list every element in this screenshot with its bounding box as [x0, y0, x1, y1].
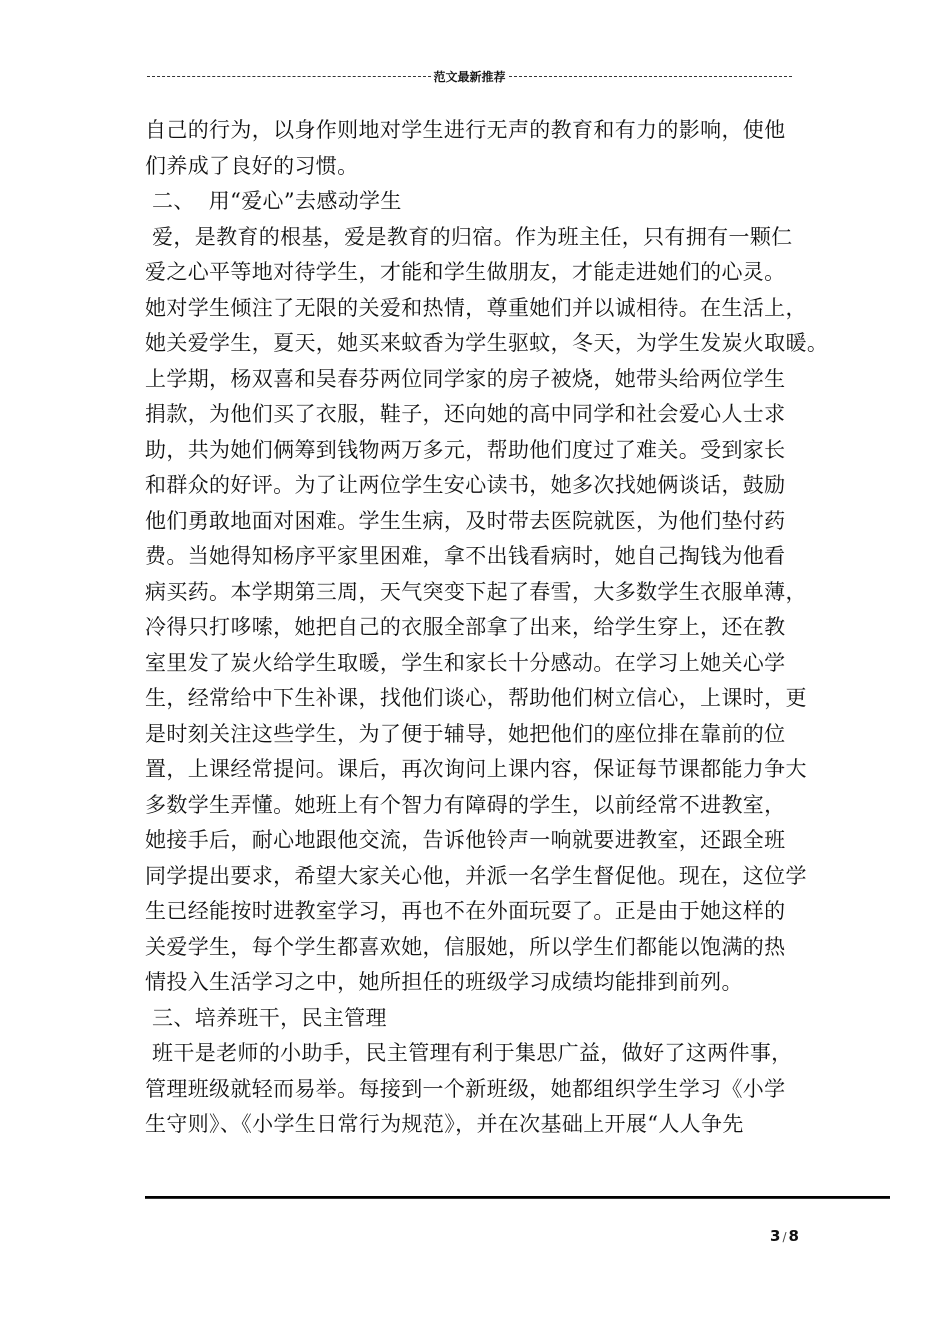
text-line: 生，经常给中下生补课，找他们谈心，帮助他们树立信心，上课时，更 [145, 686, 807, 710]
text-line: 们养成了良好的习惯。 [145, 153, 359, 178]
text-line: 是时刻关注这些学生，为了便于辅导，她把他们的座位排在靠前的位 [145, 721, 786, 746]
header-dash-left [147, 76, 431, 77]
text-line: 捐款，为他们买了衣服，鞋子，还向她的高中同学和社会爱心人士求 [145, 402, 786, 426]
footer-rule [145, 1196, 890, 1199]
text-line: 爱，是教育的根基，爱是教育的归宿。作为班主任，只有拥有一颗仁 [145, 224, 793, 249]
section-heading: 三、培养班干，民主管理 [145, 1005, 387, 1030]
text-line: 和群众的好评。为了让两位学生安心读书，她多次找她俩谈话，鼓励 [145, 473, 786, 497]
document-body [145, 113, 829, 1143]
text-line: 生已经能按时进教室学习，再也不在外面玩耍了。正是由于她这样的 [145, 899, 786, 923]
text-line: 关爱学生，每个学生都喜欢她，信服她，所以学生们都能以饱满的热 [145, 934, 786, 959]
page-header [147, 68, 792, 84]
text-line: 生守则》、《小学生日常行为规范》，并在次基础上开展“人人争先 [145, 1112, 744, 1136]
page-current: 3 [770, 1227, 781, 1245]
text-line: 她接手后，耐心地跟他交流，告诉他铃声一响就要进教室，还跟全班 [145, 828, 786, 852]
page-total: 8 [788, 1227, 799, 1245]
text-line: 她关爱学生，夏天，她买来蚊香为学生驱蚊，冬天，为学生发炭火取暖。 [145, 331, 829, 355]
text-line: 爱之心平等地对待学生，才能和学生做朋友，才能走进她们的心灵。 [145, 260, 786, 284]
header-dash-right [509, 76, 793, 77]
header-title: 范文最新推荐 [433, 69, 506, 84]
text-line: 多数学生弄懂。她班上有个智力有障碍的学生，以前经常不进教室， [145, 792, 786, 817]
text-line: 他们勇敢地面对困难。学生生病，及时带去医院就医，为他们垫付药 [145, 508, 786, 533]
text-line: 管理班级就轻而易举。每接到一个新班级，她都组织学生学习《小学 [145, 1076, 786, 1101]
section-heading: 二、 用“爱心”去感动学生 [145, 189, 402, 213]
text-line: 上学期，杨双喜和吴春芬两位同学家的房子被烧，她带头给两位学生 [145, 366, 786, 391]
text-line: 同学提出要求，希望大家关心他，并派一名学生督促他。现在，这位学 [145, 863, 807, 888]
text-line: 冷得只打哆嗦，她把自己的衣服全部拿了出来，给学生穿上，还在教 [145, 615, 786, 639]
text-line: 置，上课经常提问。课后，再次询问上课内容，保证每节课都能力争大 [145, 757, 807, 781]
text-line: 自己的行为，以身作则地对学生进行无声的教育和有力的影响，使他 [145, 118, 786, 142]
text-line: 助，共为她们俩筹到钱物两万多元，帮助他们度过了难关。受到家长 [145, 437, 786, 462]
text-line: 她对学生倾注了无限的关爱和热情，尊重她们并以诚相待。在生活上， [145, 295, 807, 320]
text-line: 班干是老师的小助手，民主管理有利于集思广益，做好了这两件事， [145, 1041, 793, 1065]
text-line: 室里发了炭火给学生取暖，学生和家长十分感动。在学习上她关心学 [145, 650, 786, 675]
page-number [770, 1227, 799, 1245]
text-line: 费。当她得知杨序平家里困难，拿不出钱看病时，她自己掏钱为他看 [145, 544, 786, 568]
page-separator: / [782, 1230, 787, 1244]
text-line: 情投入生活学习之中，她所担任的班级学习成绩均能排到前列。 [145, 970, 743, 994]
text-line: 病买药。本学期第三周，天气突变下起了春雪，大多数学生衣服单薄， [145, 579, 807, 604]
